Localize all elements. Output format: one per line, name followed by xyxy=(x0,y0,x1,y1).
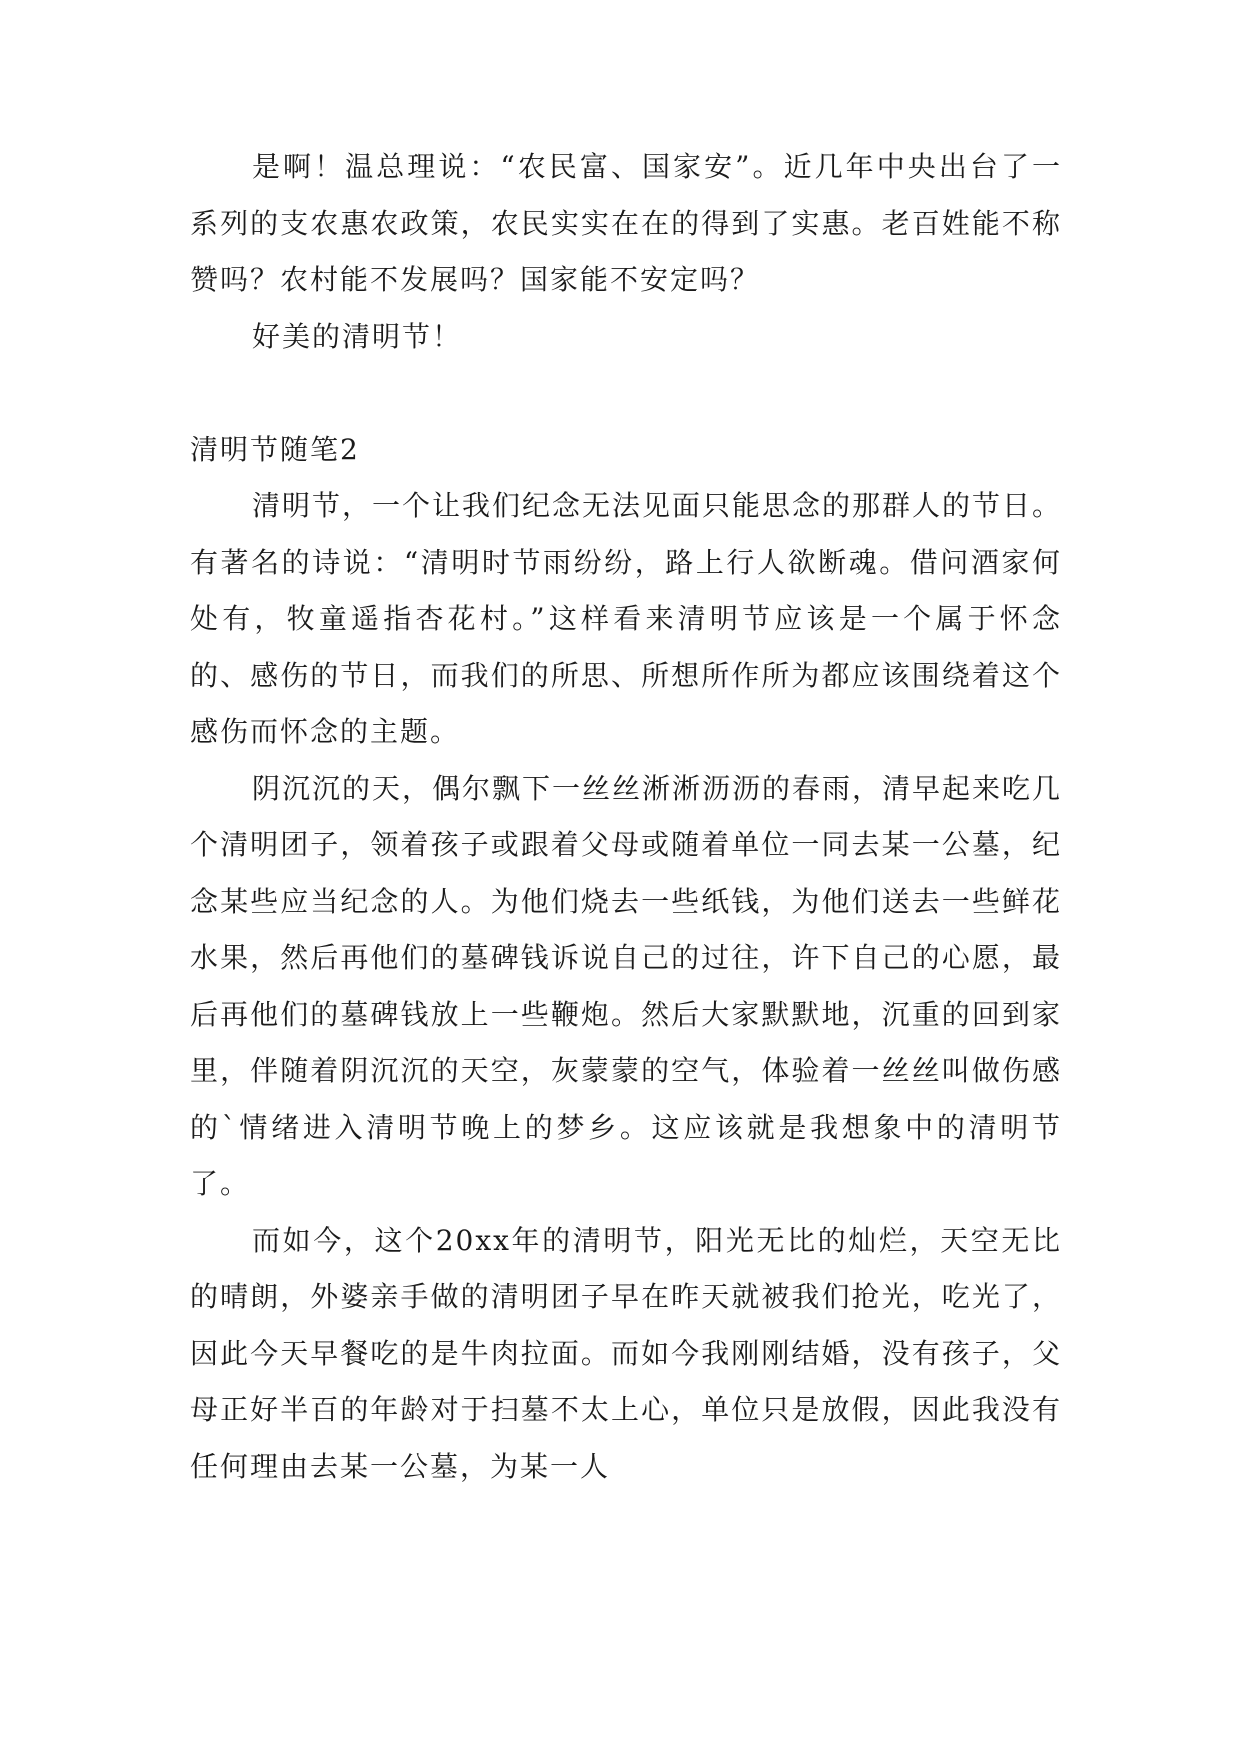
document-body xyxy=(190,139,1062,1495)
paragraph: 是啊！温总理说：“农民富、国家安”。近几年中央出台了一系列的支农惠农政策，农民实实在在的得到了实惠。老百姓能不称赞吗？农村能不发展吗？国家能不安定吗？ xyxy=(190,150,1062,296)
paragraph: 清明节，一个让我们纪念无法见面只能思念的那群人的节日。有著名的诗说：“清明时节雨纷纷，路上行人欲断魂。借问酒家何处有，牧童遥指杏花村。”这样看来清明节应该是一个属于怀念的、感伤的节日，而我们的所思、所想所作所为都应该围绕着这个感伤而怀念的主题。 xyxy=(190,489,1063,748)
paragraph: 而如今，这个20xx年的清明节，阳光无比的灿烂，天空无比的晴朗，外婆亲手做的清明团子早在昨天就被我们抢光，吃光了，因此今天早餐吃的是牛肉拉面。而如今我刚刚结婚，没有孩子，父母正好半百的年龄对于扫墓不太上心，单位只是放假，因此我没有任何理由去某一公墓，为某一人 xyxy=(190,1223,1062,1483)
paragraph: 好美的清明节！ xyxy=(252,319,463,353)
paragraph: 阴沉沉的天，偶尔飘下一丝丝淅淅沥沥的春雨，清早起来吃几个清明团子，领着孩子或跟着父母或随着单位一同去某一公墓，纪念某些应当纪念的人。为他们烧去一些纸钱，为他们送去一些鲜花水果，然后再他们的墓碑钱诉说自己的过往，许下自己的心愿，最后再他们的墓碑钱放上一些鞭炮。然后大家默默地，沉重的回到家里，伴随着阴沉沉的天空，灰蒙蒙的空气，体验着一丝丝叫做伤感的`情绪进入清明节晚上的梦乡。这应该就是我想象中的清明节了。 xyxy=(190,771,1063,1200)
section-title: 清明节随笔2 xyxy=(190,432,360,466)
blank-line xyxy=(190,365,1062,422)
